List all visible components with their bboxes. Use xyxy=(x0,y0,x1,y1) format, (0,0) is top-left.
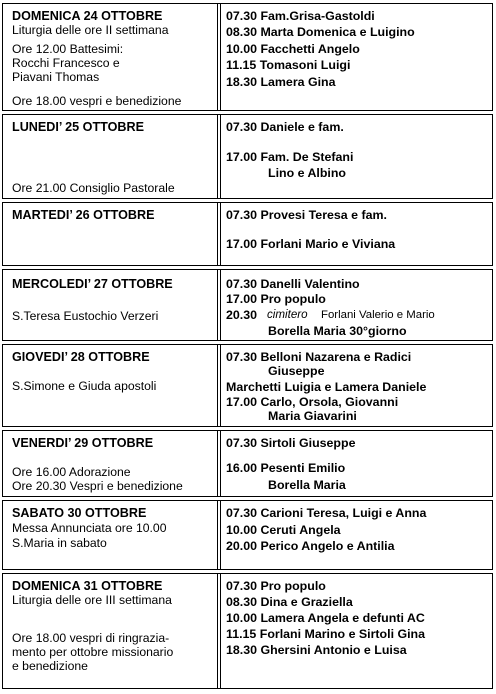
mass-entry: Giuseppe xyxy=(268,364,325,378)
mass-entry: Lino e Albino xyxy=(268,166,347,180)
mass-entry: 07.30 Fam.Grisa-Gastoldi xyxy=(226,9,375,23)
column-divider xyxy=(217,574,221,688)
day-note: Liturgia delle ore II settimana xyxy=(12,23,169,37)
column-divider xyxy=(217,4,221,110)
mass-entry: 07.30 Sirtoli Giuseppe xyxy=(226,436,356,450)
day-row-saturday-30 xyxy=(2,500,493,570)
mass-entry: 07.30 Carioni Teresa, Luigi e Anna xyxy=(226,506,427,520)
mass-entry: 07.30 Danelli Valentino xyxy=(226,277,360,291)
mass-entry: 07.30 Pro populo xyxy=(226,579,326,593)
day-row-wednesday-27 xyxy=(2,269,493,341)
mass-entry: Marchetti Luigia e Lamera Daniele xyxy=(226,380,427,394)
mass-entry: 20.00 Perico Angelo e Antilia xyxy=(226,539,395,553)
day-note: S.Teresa Eustochio Verzeri xyxy=(12,309,159,323)
day-note: mento per ottobre missionario xyxy=(12,645,174,659)
mass-entry: 17.00 Fam. De Stefani xyxy=(226,150,354,164)
mass-entry: Maria Giavarini xyxy=(268,409,357,423)
mass-entry: 08.30 Dina e Graziella xyxy=(226,595,353,609)
mass-entry: 07.30 Daniele e fam. xyxy=(226,120,344,134)
column-divider xyxy=(217,115,221,198)
day-note: Ore 12.00 Battesimi: xyxy=(12,42,124,56)
day-title: DOMENICA 31 OTTOBRE xyxy=(12,579,163,593)
mass-entry: 18.30 Lamera Gina xyxy=(226,75,336,89)
day-note: e benedizione xyxy=(12,659,88,673)
day-note: S.Simone e Giuda apostoli xyxy=(12,379,157,393)
column-divider xyxy=(217,203,221,265)
mass-entry: 17.00 Carlo, Orsola, Giovanni xyxy=(226,395,399,409)
day-row-sunday-31 xyxy=(2,573,493,689)
day-row-sunday-24 xyxy=(2,3,493,111)
mass-entry: 10.00 Ceruti Angela xyxy=(226,523,341,537)
day-title: VENERDI’ 29 OTTOBRE xyxy=(12,436,154,450)
mass-entry: 10.00 Lamera Angela e defunti AC xyxy=(226,611,425,625)
day-note: Ore 21.00 Consiglio Pastorale xyxy=(12,181,175,195)
mass-entry: 08.30 Marta Domenica e Luigino xyxy=(226,25,415,39)
column-divider xyxy=(217,345,221,426)
mass-entry-names: Forlani Valerio e Mario xyxy=(321,309,435,321)
day-note: Ore 16.00 Adorazione xyxy=(12,465,131,479)
mass-entry: 07.30 Belloni Nazarena e Radici xyxy=(226,350,412,364)
day-note: Piavani Thomas xyxy=(12,70,100,84)
column-divider xyxy=(217,270,221,340)
mass-entry: 18.30 Ghersini Antonio e Luisa xyxy=(226,643,407,657)
day-row-friday-29 xyxy=(2,430,493,497)
day-title: MARTEDI’ 26 OTTOBRE xyxy=(12,208,155,222)
mass-entry: 11.15 Tomasoni Luigi xyxy=(226,58,351,72)
day-title: SABATO 30 OTTOBRE xyxy=(12,506,147,520)
day-row-tuesday-26 xyxy=(2,202,493,266)
mass-entry: Borella Maria xyxy=(268,478,346,492)
mass-location: cimitero xyxy=(267,308,308,321)
day-title: LUNEDI’ 25 OTTOBRE xyxy=(12,120,145,134)
mass-entry: Borella Maria 30°giorno xyxy=(268,324,407,338)
day-note: Ore 20.30 Vespri e benedizione xyxy=(12,479,183,493)
mass-entry: 10.00 Facchetti Angelo xyxy=(226,42,360,56)
mass-entry: 11.15 Forlani Marino e Sirtoli Gina xyxy=(226,627,425,641)
mass-entry: 17.00 Pro populo xyxy=(226,292,326,306)
day-row-monday-25 xyxy=(2,114,493,199)
column-divider xyxy=(217,501,221,569)
day-note: S.Maria in sabato xyxy=(12,536,107,550)
day-note: Ore 18.00 vespri e benedizione xyxy=(12,94,182,108)
day-row-thursday-28 xyxy=(2,344,493,427)
day-note: Rocchi Francesco e xyxy=(12,56,120,70)
mass-entry: 17.00 Forlani Mario e Viviana xyxy=(226,237,396,251)
day-title: GIOVEDI’ 28 OTTOBRE xyxy=(12,350,150,364)
day-title: MERCOLEDI’ 27 OTTOBRE xyxy=(12,277,173,291)
day-note: Ore 18.00 vespri di ringrazia- xyxy=(12,631,170,645)
mass-entry: 07.30 Provesi Teresa e fam. xyxy=(226,208,387,222)
day-note: Messa Annunciata ore 10.00 xyxy=(12,521,167,535)
column-divider xyxy=(217,431,221,496)
mass-entry: 16.00 Pesenti Emilio xyxy=(226,461,346,475)
day-note: Liturgia delle ore III settimana xyxy=(12,593,172,607)
mass-entry-time: 20.30 xyxy=(226,308,258,322)
day-title: DOMENICA 24 OTTOBRE xyxy=(12,9,163,23)
